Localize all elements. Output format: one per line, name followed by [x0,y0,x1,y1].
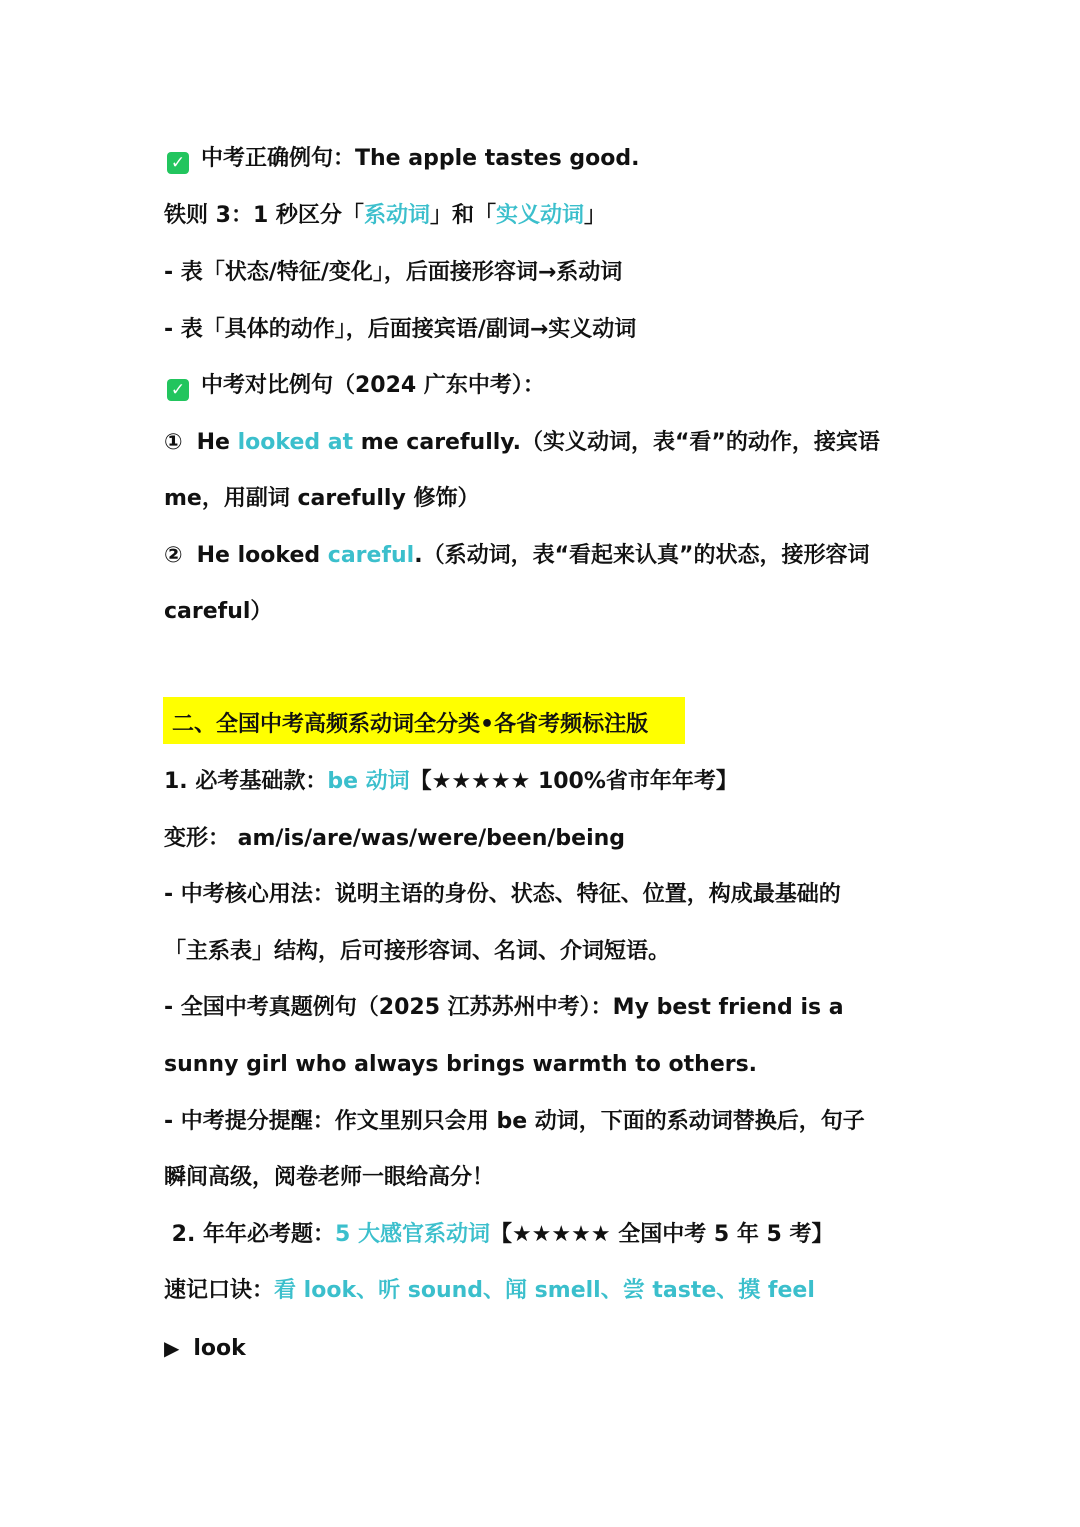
core-usage-continuation: 「主系表」结构，后可接形容词、名词、介词短语。 [164,939,671,964]
look-text: look [193,1336,246,1361]
basic-verb-line [164,767,924,797]
rule-3-suffix: 」 [583,203,606,228]
tip-line: - 中考提分提醒：作文里别只会用 be 动词，下面的系动词替换后，句子 [164,1109,865,1134]
example-2-highlight: careful [327,543,415,568]
look-line [164,1333,924,1364]
comparison-example-line [164,371,924,401]
exam-example-line: - 全国中考真题例句（2025 江苏苏州中考）：My best friend is a [164,995,844,1020]
example-1-line [164,428,924,458]
example-1-a: He [196,430,238,455]
check-mark-icon: ✓ [167,152,189,174]
example-1-highlight: looked at [237,430,354,455]
core-usage-line: - 中考核心用法：说明主语的身份、状态、特征、位置，构成最基础的 [164,882,841,907]
rule-action-line: - 表「具体的动作」，后面接宾语/副词→实义动词 [164,317,637,342]
be-verb-term: be 动词 [327,769,410,794]
rule-3-middle: 」和「 [429,203,496,228]
example-2-continuation: careful） [164,599,273,624]
sense-verbs-stars: 【★★★★★ 全国中考 5 年 5 考】 [489,1222,834,1247]
tip-continuation: 瞬间高级，阅卷老师一眼给高分！ [164,1165,495,1190]
sense-verbs-prefix: 2. 年年必考题： [164,1222,335,1247]
mnemonic-line [164,1276,924,1306]
basic-verb-prefix: 1. 必考基础款： [164,769,328,794]
example-2-a: He looked [196,543,328,568]
correct-example-text: 中考正确例句：The apple tastes good. [201,146,640,171]
circled-one: ① [164,430,183,455]
play-triangle-icon: ▶ [164,1336,180,1360]
check-mark-icon: ✓ [167,379,189,401]
mnemonic-text: 看 look、听 sound、闻 smell、尝 taste、摸 feel [274,1278,815,1303]
rule-state-line: - 表「状态/特征/变化」，后面接形容词→系动词 [164,260,623,285]
comparison-example-text: 中考对比例句（2024 广东中考）： [201,373,545,398]
example-2-line [164,541,924,571]
circled-two: ② [164,543,183,568]
basic-verb-stars: 【★★★★★ 100%省市年年考】 [409,769,738,794]
action-verb-term: 实义动词 [495,203,584,228]
exam-example-continuation: sunny girl who always brings warmth to others. [164,1052,758,1077]
sense-verbs-line [164,1220,924,1250]
forms-line: 变形： am/is/are/was/were/been/being [164,826,626,851]
rule-3-prefix: 铁则 3：1 秒区分「 [164,203,364,228]
correct-example-line [164,144,924,174]
sense-verbs-term: 5 大感官系动词 [334,1222,490,1247]
section-heading: 二、全国中考高频系动词全分类•各省考频标注版 [172,712,649,737]
rule-3-line [164,201,924,231]
example-1-c: me carefully.（实义动词，表“看”的动作，接宾语 [353,430,880,455]
mnemonic-label: 速记口诀： [164,1278,275,1303]
linking-verb-term: 系动词 [363,203,430,228]
example-1-continuation: me，用副词 carefully 修饰） [164,486,480,511]
example-2-c: .（系动词，表“看起来认真”的状态，接形容词 [414,543,870,568]
